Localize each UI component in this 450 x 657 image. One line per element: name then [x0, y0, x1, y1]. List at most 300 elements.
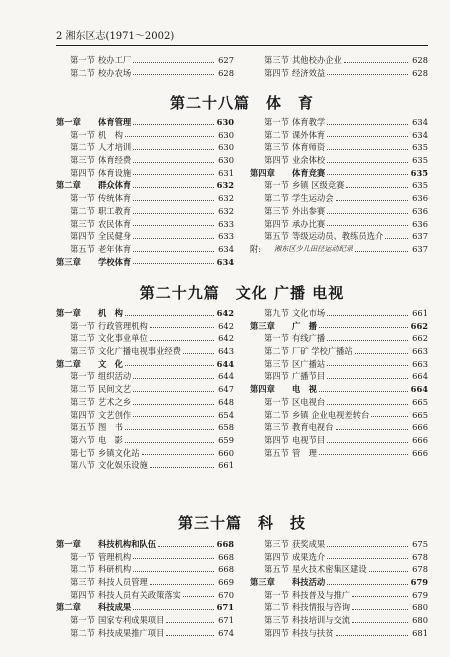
- toc-section-entry[interactable]: [250, 230, 428, 243]
- entry-title: 获奖成果: [292, 539, 326, 549]
- leader-dots: [327, 332, 408, 341]
- entry-number: 第五节: [264, 447, 289, 458]
- entry-number: 第一章: [56, 117, 81, 127]
- entry-number: 第三节: [70, 218, 95, 229]
- leader-dots: [133, 116, 214, 125]
- toc-column-right: [250, 307, 428, 472]
- toc-chapter-entry[interactable]: [250, 383, 428, 396]
- toc-section-entry[interactable]: [250, 370, 428, 383]
- page-number: 635: [412, 155, 428, 166]
- page-number: 637: [412, 243, 428, 254]
- leader-dots: [336, 192, 409, 201]
- page-number: 675: [412, 539, 428, 549]
- leader-dots: [150, 332, 214, 341]
- toc-section-entry[interactable]: [250, 434, 428, 447]
- entry-number: 第二节: [264, 346, 289, 357]
- entry-number: 第三节: [264, 205, 289, 216]
- entry-title: 老年体育: [98, 243, 132, 254]
- page-number: 635: [412, 180, 428, 191]
- entry-title: 农民体育: [98, 218, 132, 229]
- entry-title: 有线广播: [292, 333, 326, 344]
- leader-dots: [369, 563, 408, 572]
- leader-dots: [327, 358, 408, 367]
- leader-dots: [142, 447, 215, 456]
- toc-column-right: [250, 116, 428, 268]
- page-number: 659: [218, 434, 234, 445]
- entry-title: 全民健身: [98, 231, 132, 242]
- page-number: 628: [412, 55, 428, 65]
- toc-section-entry[interactable]: [56, 421, 234, 434]
- entry-title: 民间文艺: [98, 384, 132, 395]
- toc-section-entry[interactable]: [250, 67, 428, 80]
- leader-dots: [133, 192, 214, 201]
- entry-number: 第三节: [70, 346, 95, 357]
- leader-dots: [166, 627, 214, 636]
- entry-number: 第二节: [264, 602, 289, 613]
- leader-dots: [158, 538, 214, 547]
- entry-title: 教育电视台: [292, 422, 334, 433]
- leader-dots: [133, 256, 214, 265]
- leader-dots: [150, 459, 214, 468]
- page-number: 681: [412, 627, 428, 638]
- page-number: 679: [412, 589, 428, 600]
- toc-section-entry[interactable]: [56, 447, 234, 460]
- leader-dots: [183, 589, 214, 598]
- entry-number: 第四节: [264, 218, 289, 229]
- entry-number: 第四章: [250, 167, 275, 178]
- entry-title: 体育师资: [292, 142, 326, 153]
- entry-title: 文化广播电视事业经费: [98, 346, 181, 357]
- entry-title: 职工教育: [98, 205, 132, 216]
- toc-section-entry[interactable]: [250, 601, 428, 614]
- entry-number: 第一节: [70, 129, 95, 140]
- toc-section-entry[interactable]: [56, 576, 234, 589]
- page-number: 633: [218, 231, 234, 242]
- entry-number: 第二节: [264, 193, 289, 204]
- entry-number: 第三章: [250, 320, 275, 331]
- leader-dots: [327, 551, 408, 560]
- toc-section-entry[interactable]: [250, 358, 428, 371]
- page-number: 663: [412, 346, 428, 357]
- toc-chapter-entry[interactable]: [56, 538, 234, 551]
- toc-section-entry[interactable]: [250, 447, 428, 460]
- leader-dots: [133, 167, 214, 176]
- leader-dots: [133, 396, 214, 405]
- entry-title: 体育管理: [98, 117, 132, 127]
- entry-title: 广 播: [292, 320, 317, 331]
- page-number: 678: [412, 551, 428, 562]
- leader-dots: [327, 67, 408, 76]
- toc-section-entry[interactable]: [250, 396, 428, 409]
- page-number: 668: [216, 539, 234, 549]
- entry-title: 体育竞赛: [292, 167, 326, 178]
- leader-dots: [327, 434, 408, 443]
- section-title: 第二十八篇 体 育: [169, 94, 314, 112]
- entry-number: 第一节: [70, 55, 95, 65]
- leader-dots: [327, 307, 408, 316]
- page-number: 680: [412, 615, 428, 626]
- leader-dots: [133, 179, 214, 188]
- toc-section-entry[interactable]: [56, 563, 234, 576]
- page-number: 668: [218, 564, 234, 575]
- entry-title: 科技活动: [292, 577, 326, 588]
- toc-section-entry[interactable]: [250, 116, 428, 129]
- entry-title: 文 化: [98, 358, 123, 369]
- entry-number: 第二节: [70, 142, 95, 153]
- page-number: 635: [410, 167, 428, 178]
- page-number: 634: [412, 117, 428, 127]
- entry-title: 文化市场: [292, 308, 326, 318]
- entry-number: 第二章: [56, 358, 81, 369]
- entry-title: 文化娱乐设施: [98, 460, 148, 471]
- toc-column-left: [56, 307, 234, 472]
- page-number: 647: [218, 384, 234, 395]
- toc-chapter-entry[interactable]: [56, 256, 234, 269]
- section-title: 第二十九篇 文化 广播 电视: [139, 284, 345, 302]
- entry-title: 图 书: [98, 422, 123, 433]
- entry-number: 第七节: [70, 447, 95, 458]
- entry-title: 体育经费: [98, 155, 132, 166]
- entry-title: 科技机构和队伍: [98, 539, 157, 549]
- page-number: 634: [412, 129, 428, 140]
- toc-section-entry[interactable]: [56, 627, 234, 640]
- toc-chapter-entry[interactable]: [250, 167, 428, 180]
- entry-number: 第三节: [70, 396, 95, 407]
- toc-section-entry[interactable]: [250, 551, 428, 564]
- entry-title: 科研机构: [98, 564, 132, 575]
- toc-section-entry[interactable]: [250, 54, 428, 67]
- entry-number: 第三节: [264, 142, 289, 153]
- toc-section-entry[interactable]: [56, 67, 234, 80]
- entry-number: 第三节: [70, 155, 95, 166]
- entry-number: 第四节: [264, 551, 289, 562]
- toc-section-entry[interactable]: [250, 307, 428, 320]
- page-number: 642: [218, 333, 234, 344]
- entry-title: 乡镇 企业电视差转台: [292, 409, 370, 420]
- toc-section-entry[interactable]: [250, 154, 428, 167]
- entry-number: 第二节: [70, 67, 95, 78]
- leader-dots: [344, 54, 408, 63]
- entry-title: 学校体育: [98, 256, 132, 267]
- leader-dots: [133, 601, 214, 610]
- page-number: 632: [216, 180, 234, 191]
- toc-column-left: [56, 116, 234, 268]
- leader-dots: [133, 409, 214, 418]
- entry-number: 第二节: [70, 333, 95, 344]
- toc-section-entry[interactable]: [56, 434, 234, 447]
- toc-section-entry[interactable]: [250, 627, 428, 640]
- page-number: 630: [218, 129, 234, 140]
- entry-title: 星火技术密集区建设: [292, 564, 367, 575]
- leader-dots: [327, 129, 408, 138]
- entry-title: 电 视: [292, 384, 317, 395]
- toc-section-entry[interactable]: [56, 459, 234, 472]
- entry-number: 第三节: [264, 615, 289, 626]
- leader-dots: [355, 345, 408, 354]
- toc-chapter-entry[interactable]: [250, 576, 428, 589]
- toc-section-entry[interactable]: [56, 54, 234, 67]
- page-number: 632: [218, 193, 234, 204]
- entry-number: 第二节: [70, 384, 95, 395]
- toc-section-entry[interactable]: [250, 192, 428, 205]
- toc-section-entry[interactable]: [56, 409, 234, 422]
- toc-section-entry[interactable]: [56, 218, 234, 231]
- toc-section-entry[interactable]: [56, 383, 234, 396]
- leader-dots: [327, 141, 408, 150]
- entry-number: 第一节: [264, 117, 289, 127]
- page-number: 662: [412, 333, 428, 344]
- entry-title: 区电视台: [292, 396, 326, 407]
- entry-number: 第二节: [70, 564, 95, 575]
- page-number: 669: [218, 577, 234, 588]
- entry-number: 第三节: [70, 577, 95, 588]
- leader-dots: [327, 218, 408, 227]
- entry-number: 第四节: [70, 409, 95, 420]
- entry-title: 传统体育: [98, 193, 132, 204]
- entry-number: 第三章: [250, 577, 275, 588]
- entry-title: 科技成果: [98, 602, 132, 613]
- entry-number: 第一节: [70, 551, 95, 562]
- page-number: 670: [218, 589, 234, 600]
- entry-number: 第三节: [264, 358, 289, 369]
- page-number: 636: [412, 193, 428, 204]
- toc-chapter-entry[interactable]: [56, 307, 234, 320]
- entry-number: 第五节: [70, 243, 95, 254]
- section-culture: [56, 282, 428, 472]
- leader-dots: [371, 409, 408, 418]
- toc-section-entry[interactable]: [250, 589, 428, 602]
- page-number: 654: [218, 409, 234, 420]
- toc-section-entry[interactable]: [56, 320, 234, 333]
- page-number: 664: [410, 384, 428, 395]
- leader-dots: [133, 230, 214, 239]
- page-number: 628: [412, 67, 428, 78]
- entry-number: 第三节: [264, 55, 289, 65]
- entry-title: 机 构: [98, 308, 123, 318]
- top-entries: [56, 54, 428, 79]
- page-number: 660: [218, 447, 234, 458]
- toc-section-entry[interactable]: [250, 538, 428, 551]
- toc-section-entry[interactable]: [250, 179, 428, 192]
- entry-number: 第八节: [70, 460, 95, 471]
- entry-number: 第二节: [264, 409, 289, 420]
- running-header: 2 湘东区志(1971～2002): [56, 30, 428, 46]
- page-number: 636: [412, 205, 428, 216]
- toc-column-left: [56, 538, 234, 640]
- entry-number: 第三节: [264, 422, 289, 433]
- toc-section-entry[interactable]: [56, 332, 234, 345]
- entry-title: 广播节目: [292, 371, 326, 382]
- entry-title: 科技情报与咨询: [292, 602, 351, 613]
- toc-section-entry[interactable]: [56, 192, 234, 205]
- leader-dots: [319, 320, 408, 329]
- toc-section-entry[interactable]: [250, 332, 428, 345]
- entry-title: 管理机构: [98, 551, 132, 562]
- entry-title: 文化事业单位: [98, 333, 148, 344]
- entry-title: 艺术之乡: [98, 396, 132, 407]
- leader-dots: [327, 396, 408, 405]
- toc-section-entry[interactable]: [56, 154, 234, 167]
- entry-number: 第一节: [264, 396, 289, 407]
- entry-number: 第二节: [70, 627, 95, 638]
- leader-dots: [133, 383, 214, 392]
- page-number: 634: [218, 243, 234, 254]
- toc-section-entry[interactable]: [56, 205, 234, 218]
- page-number: 665: [412, 396, 428, 407]
- leader-dots: [336, 627, 409, 636]
- page-number: 668: [218, 551, 234, 562]
- toc-chapter-entry[interactable]: [56, 116, 234, 129]
- toc-section-entry[interactable]: [250, 218, 428, 231]
- entry-number: 第一章: [56, 539, 81, 549]
- entry-title: 厂矿 学校广播站: [292, 346, 353, 357]
- leader-dots: [352, 589, 408, 598]
- entry-number: 第四节: [264, 627, 289, 638]
- toc-section-entry[interactable]: [56, 614, 234, 627]
- page-number: 666: [412, 447, 428, 458]
- leader-dots: [352, 601, 408, 610]
- toc-section-entry[interactable]: [250, 614, 428, 627]
- page-number: 648: [218, 396, 234, 407]
- entry-number: 第一节: [70, 371, 95, 382]
- leader-dots: [385, 230, 408, 239]
- toc-column-left: [56, 54, 234, 79]
- leader-dots: [327, 576, 408, 585]
- toc-appendix-entry[interactable]: [250, 243, 428, 256]
- entry-title: 课外体育: [292, 129, 326, 140]
- page-number: 644: [218, 371, 234, 382]
- toc-chapter-entry[interactable]: [56, 179, 234, 192]
- toc-column-right: [250, 54, 428, 79]
- entry-number: 第四节: [264, 371, 289, 382]
- page-number: 678: [412, 564, 428, 575]
- toc-section-entry[interactable]: [250, 129, 428, 142]
- page-number: 630: [216, 117, 234, 127]
- entry-number: 第一节: [70, 615, 95, 626]
- entry-title: 科技人员管理: [98, 577, 148, 588]
- page-number: 665: [412, 409, 428, 420]
- leader-dots: [125, 129, 214, 138]
- page-number: 632: [218, 205, 234, 216]
- page-number: 630: [218, 142, 234, 153]
- entry-number: 第四章: [250, 384, 275, 395]
- toc-section-entry[interactable]: [250, 409, 428, 422]
- entry-number: 第一节: [264, 589, 289, 600]
- toc-section-entry[interactable]: [250, 563, 428, 576]
- page-number: 663: [412, 358, 428, 369]
- entry-title: 乡镇 区级竞赛: [292, 180, 345, 191]
- leader-dots: [327, 538, 408, 547]
- toc-section-entry[interactable]: [56, 551, 234, 564]
- toc-section-entry[interactable]: [250, 421, 428, 434]
- toc-section-entry[interactable]: [56, 370, 234, 383]
- page-number: 664: [412, 371, 428, 382]
- entry-number: 第五节: [264, 231, 289, 242]
- entry-title: 电视节目: [292, 434, 326, 445]
- toc-section-entry[interactable]: [250, 205, 428, 218]
- toc-section-entry[interactable]: [250, 345, 428, 358]
- entry-number: 第二节: [70, 205, 95, 216]
- leader-dots: [133, 141, 214, 150]
- entry-number: 第三节: [264, 539, 289, 549]
- page-number: 633: [218, 218, 234, 229]
- toc-section-entry[interactable]: [56, 129, 234, 142]
- leader-dots: [133, 243, 214, 252]
- page-number: 637: [412, 231, 428, 242]
- toc-section-entry[interactable]: [56, 167, 234, 180]
- page-number: 671: [216, 602, 234, 613]
- entry-number: 第六节: [70, 434, 95, 445]
- leader-dots: [327, 116, 408, 125]
- leader-dots: [133, 67, 214, 76]
- toc-section-entry[interactable]: [250, 141, 428, 154]
- leader-dots: [125, 421, 214, 430]
- page-number: 631: [218, 167, 234, 178]
- toc-chapter-entry[interactable]: [250, 320, 428, 333]
- toc-section-entry[interactable]: [56, 396, 234, 409]
- section-title: 第三十篇 科 技: [177, 514, 306, 532]
- entry-title: 科技成果推广项目: [98, 627, 165, 638]
- entry-number: 第四节: [264, 434, 289, 445]
- entry-title: 人才培训: [98, 142, 132, 153]
- entry-title: 外出参赛: [292, 205, 326, 216]
- page-number: 630: [218, 155, 234, 166]
- page-number: 666: [412, 434, 428, 445]
- entry-number: 第一节: [264, 180, 289, 191]
- entry-title: 科技普及与推广: [292, 589, 351, 600]
- page-number: 636: [412, 218, 428, 229]
- page-number: 662: [410, 320, 428, 331]
- entry-title: 国家专利成果项目: [98, 615, 165, 626]
- leader-dots: [327, 205, 408, 214]
- leader-dots: [133, 218, 214, 227]
- entry-title: 乡镇文化站: [98, 447, 140, 458]
- leader-dots: [355, 243, 408, 252]
- leader-dots: [319, 383, 408, 392]
- entry-number: 第四节: [70, 589, 95, 600]
- entry-number: 第四节: [70, 231, 95, 242]
- leader-dots: [133, 154, 214, 163]
- leader-dots: [133, 370, 214, 379]
- entry-title: 成果选介: [292, 551, 326, 562]
- entry-number: 第五节: [70, 422, 95, 433]
- toc-section-entry[interactable]: [56, 243, 234, 256]
- toc-chapter-entry[interactable]: [56, 358, 234, 371]
- toc-column-right: [250, 538, 428, 640]
- entry-number: 第四节: [264, 67, 289, 78]
- leader-dots: [133, 563, 214, 572]
- toc-section-entry[interactable]: [56, 589, 234, 602]
- entry-title: 科技人员有关政策落实: [98, 589, 181, 600]
- entry-number: 第一章: [56, 308, 81, 318]
- entry-title: 校办农场: [98, 67, 132, 78]
- entry-title: 校办工厂: [98, 55, 132, 65]
- entry-number: 第五节: [264, 564, 289, 575]
- entry-number: 第九节: [264, 308, 289, 318]
- leader-dots: [327, 370, 408, 379]
- entry-number: 第一节: [70, 320, 95, 331]
- page-number: 642: [216, 308, 234, 318]
- leader-dots: [166, 614, 214, 623]
- section-technology: [56, 512, 428, 640]
- leader-dots: [133, 54, 214, 63]
- toc-section-entry[interactable]: [56, 345, 234, 358]
- toc-section-entry[interactable]: [56, 230, 234, 243]
- toc-chapter-entry[interactable]: [56, 601, 234, 614]
- toc-section-entry[interactable]: [56, 141, 234, 154]
- leader-dots: [133, 205, 214, 214]
- page-number: 634: [216, 256, 234, 267]
